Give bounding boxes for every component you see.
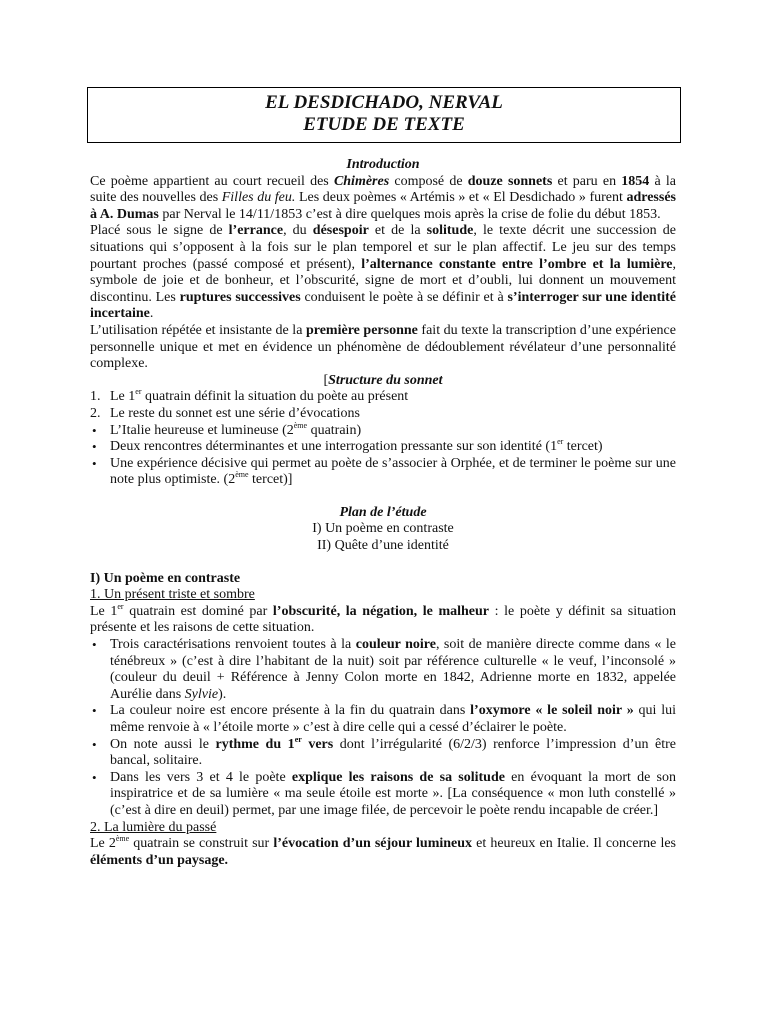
part1-paragraph-2: Le 2ème quatrain se construit sur l’évocation d’un séjour lumineux et heureux en Italie. Il concerne les éléments d’un paysage.	[90, 834, 677, 868]
bullet-icon: •	[92, 422, 97, 438]
bullet-icon: •	[92, 736, 97, 752]
structure-item-2: 2. Le reste du sonnet est une série d’évocations	[90, 405, 360, 421]
plan-heading: Plan de l’étude	[339, 504, 427, 520]
part1-bullet-4: • Dans les vers 3 et 4 le poète explique les raisons de sa solitude en évoquant la mort de son inspiratrice et de sa lumière « ma seule étoile est morte ». [La conséquence « mon luth constellé » (c’est à dire en deuil) permet, par une image filée, de percevoir le poète rendu incapable de créer.]	[92, 769, 676, 818]
plan-item-2: II) Quête d’une identité	[317, 538, 449, 554]
structure-item-1: 1. Le 1er quatrain définit la situation du poète au présent	[90, 387, 409, 405]
document-body	[90, 157, 676, 869]
bullet-icon: •	[92, 769, 97, 785]
bullet-icon: •	[92, 455, 97, 471]
bullet-icon: •	[92, 703, 97, 719]
plan-item-1: I) Un poème en contraste	[312, 521, 454, 537]
bullet-icon: •	[92, 439, 97, 455]
part1-bullet-2: • La couleur noire est encore présente à la fin du quatrain dans l’oxymore « le soleil noir » qui lui même renvoie à « l’étoile morte » c’est à dire celle qui a cessé d’éclairer le poète.	[92, 703, 676, 735]
structure-item-4: • Deux rencontres déterminantes et une interrogation pressante sur son identité (1er tercet)	[92, 437, 603, 455]
structure-heading: [Structure du sonnet	[323, 372, 443, 388]
part1-heading: I) Un poème en contraste	[90, 570, 241, 586]
part1-bullet-1: • Trois caractérisations renvoient toutes à la couleur noire, soit de manière directe comme dans « le ténébreux » (c’est à dire l’habitant de la nuit) soit par référence culturelle « le veuf, l’inconsolé » (couleur du deuil + Référence à Jenny Colon morte en 1842, Adrienne morte en 1832, appelée Aurélie dans Sylvie).	[92, 637, 676, 702]
intro-paragraph-1: Ce poème appartient au court recueil des Chimères composé de douze sonnets et paru en 1854 à la suite des nouvelles des Filles du feu. Les deux poèmes « Artémis » et « El Desdichado » furent adressés à A. Dumas par Nerval le 14/11/1853 c’est à dire quelques mois après la crise de folie du début 1853.	[90, 173, 676, 222]
part1-bullet-3: • On note aussi le rythme du 1er vers dont l’irrégularité (6/2/3) renforce l’impression d’un être bancal, solitaire.	[92, 734, 676, 769]
structure-item-3: • L’Italie heureuse et lumineuse (2ème quatrain)	[92, 420, 362, 438]
structure-list	[90, 389, 676, 489]
part1-subheading-1: 1. Un présent triste et sombre	[90, 587, 255, 603]
title-line-1: EL DESDICHADO, NERVAL	[265, 92, 503, 113]
part1-subheading-2: 2. La lumière du passé	[90, 819, 217, 835]
intro-paragraph-2: Placé sous le signe de l’errance, du désespoir et de la solitude, le texte décrit une succession de situations qui s’opposent à la fois sur le plan temporel et sur le plan affectif. Le jeu sur des temps pourtant proches (passé composé et présent), l’alternance constante entre l’ombre et la lumière, symbole de joie et de bonheur, et l’obscurité, signe de mort et d’oubli, lui donnent un mouvement discontinu. Les ruptures successives conduisent le poète à se définir et à s’interroger sur une identité incertaine.	[90, 223, 677, 322]
title-line-2: ETUDE DE TEXTE	[303, 114, 465, 135]
intro-heading: Introduction	[346, 157, 420, 172]
part1-bullet-list	[90, 637, 676, 820]
title-box	[87, 87, 681, 143]
bullet-icon: •	[92, 637, 97, 653]
intro-paragraph-3: L’utilisation répétée et insistante de la première personne fait du texte la transcription d’une expérience personnelle unique et met en évidence un phénomène de dédoublement révélateur d’une personnalité complexe.	[90, 322, 676, 372]
part1-paragraph-1: Le 1er quatrain est dominé par l’obscurité, la négation, le malheur : le poète y définit sa situation présente et les raisons de cette situation.	[90, 601, 676, 636]
structure-item-5: • Une expérience décisive qui permet au poète de s’associer à Orphée, et de terminer le poème sur une note plus optimiste. (2ème tercet)]	[92, 455, 676, 488]
